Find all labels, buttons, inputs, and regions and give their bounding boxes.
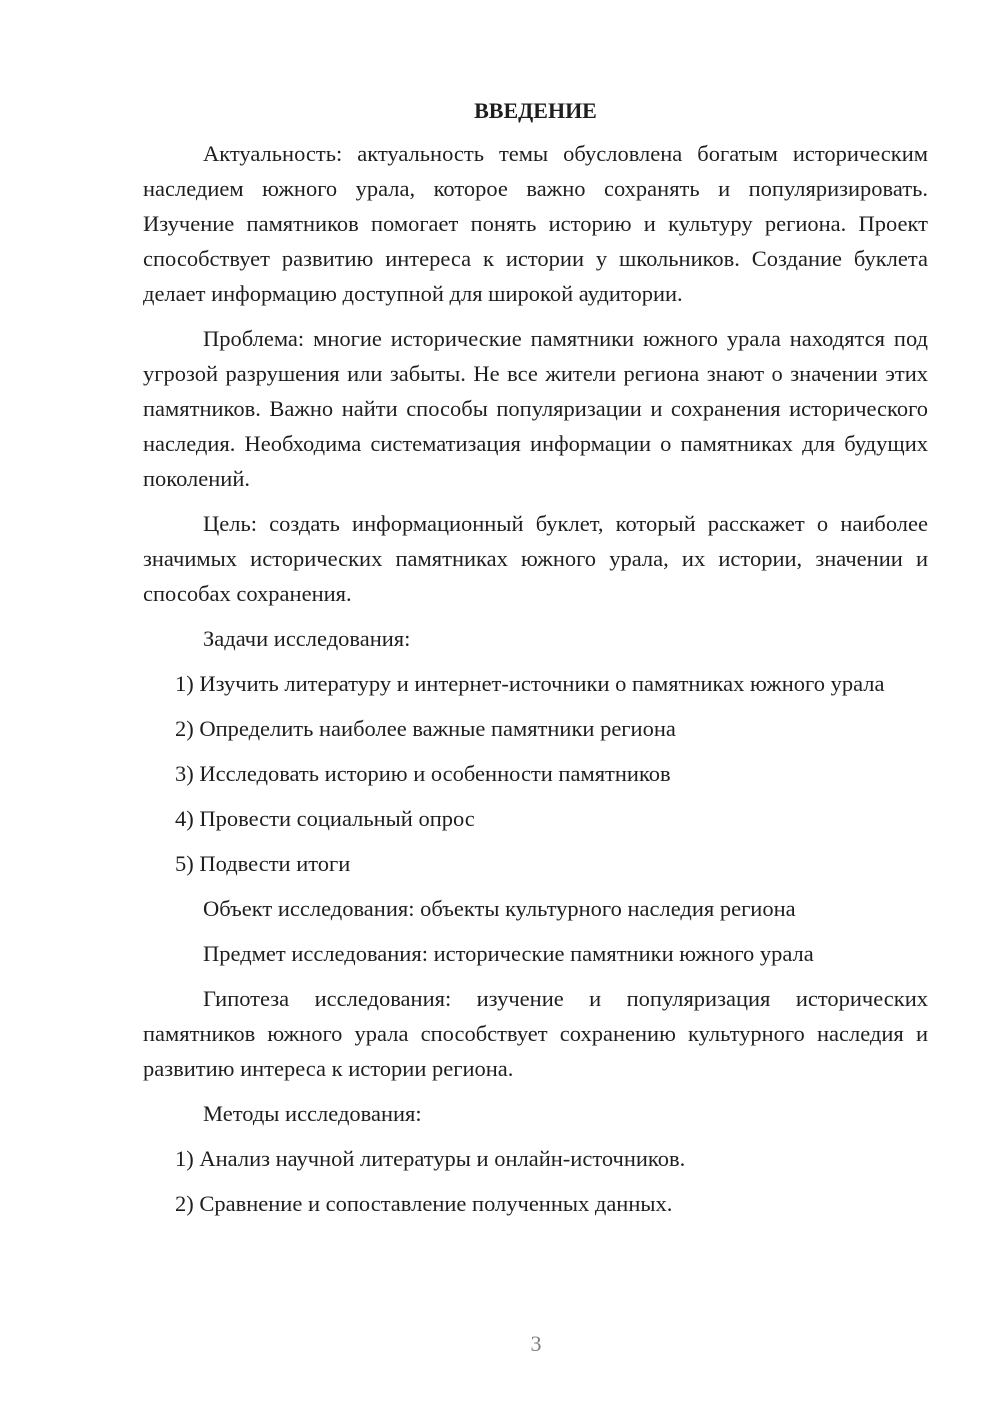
document-body [143, 96, 928, 1231]
list-item: 2) Сравнение и сопоставление полученных данных. [175, 1191, 673, 1216]
hypothesis-paragraph: Гипотеза исследования: изучение и популяризация исторических памятников южного урала способствует сохранению культурного наследия и развитию интереса к истории региона. [143, 986, 928, 1081]
page-title: ВВЕДЕНИЕ [474, 98, 597, 123]
page-number: 3 [530, 1331, 542, 1356]
list-item: 2) Определить наиболее важные памятники региона [175, 716, 676, 741]
list-item: 1) Анализ научной литературы и онлайн-источников. [175, 1146, 686, 1171]
list-item: 4) Провести социальный опрос [175, 806, 475, 831]
list-item: 3) Исследовать историю и особенности памятников [175, 761, 671, 786]
list-item: 1) Изучить литературу и интернет-источники о памятниках южного урала [175, 671, 885, 696]
list-item: 5) Подвести итоги [175, 851, 351, 876]
subject-paragraph: Предмет исследования: исторические памятники южного урала [203, 941, 814, 966]
methods-list [143, 1141, 928, 1221]
tasks-heading: Задачи исследования: [203, 626, 411, 651]
object-paragraph: Объект исследования: объекты культурного наследия региона [203, 896, 796, 921]
relevance-paragraph: Актуальность: актуальность темы обусловлена богатым историческим наследием южного урала, которое важно сохранять и популяризировать. Изучение памятников помогает понять историю и культуру региона. Проект способствует развитию интереса к истории у школьников. Создание буклета делает информацию доступной для широкой аудитории. [143, 141, 928, 306]
goal-paragraph: Цель: создать информационный буклет, который расскажет о наиболее значимых исторических памятниках южного урала, их истории, значении и способах сохранения. [143, 511, 928, 606]
tasks-list [143, 666, 928, 881]
problem-paragraph: Проблема: многие исторические памятники южного урала находятся под угрозой разрушения или забыты. Не все жители региона знают о значении этих памятников. Важно найти способы популяризации и сохранения исторического наследия. Необходима систематизация информации о памятниках для будущих поколений. [143, 326, 928, 491]
methods-heading: Методы исследования: [203, 1101, 422, 1126]
